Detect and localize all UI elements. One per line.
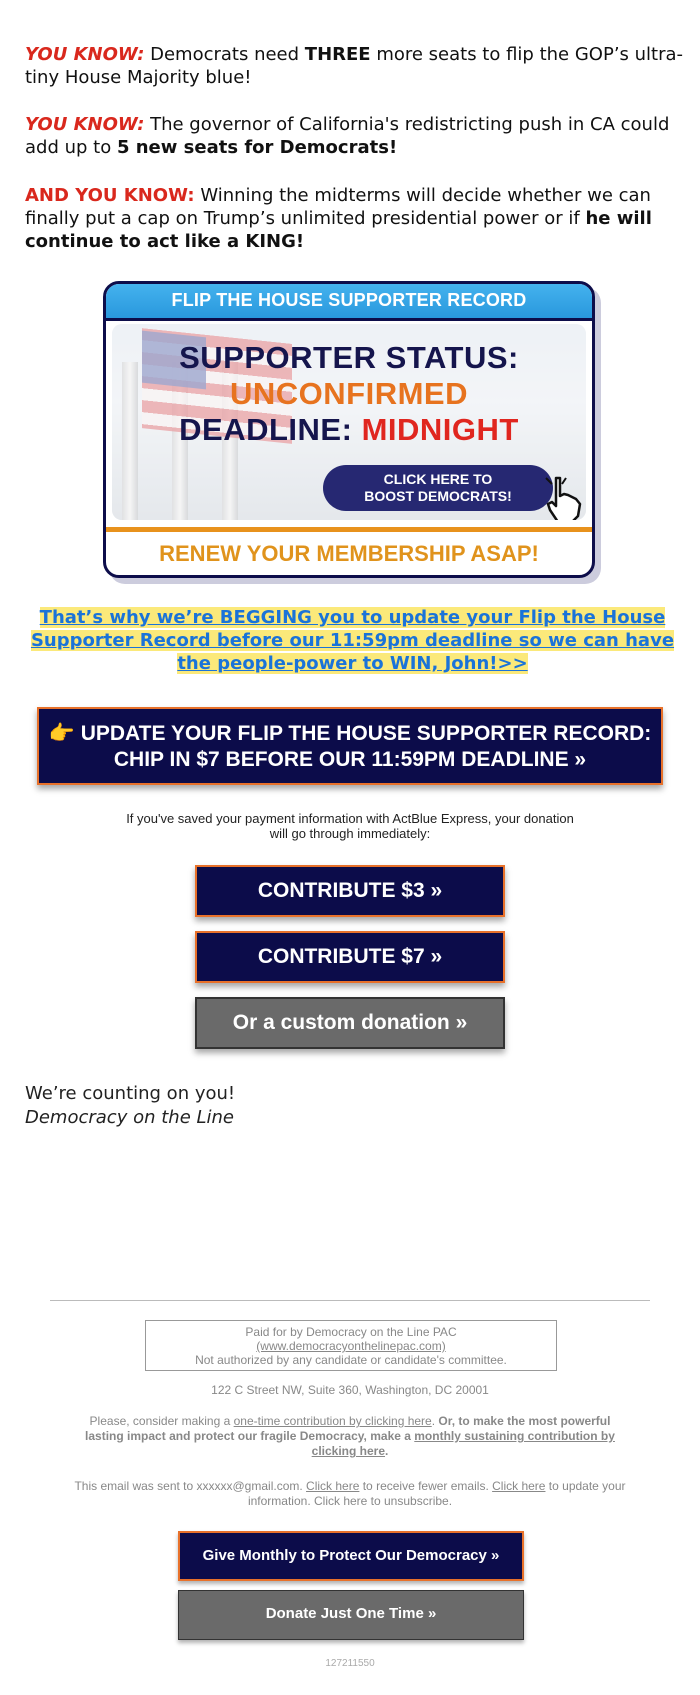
intro-bold: THREE: [304, 44, 371, 65]
boost-democrats-button[interactable]: [323, 465, 553, 511]
capitol-photo: [112, 324, 586, 520]
banner-header: FLIP THE HOUSE SUPPORTER RECORD: [106, 284, 592, 321]
email-notice: [70, 1479, 630, 1509]
update-record-link[interactable]: That’s why we’re BEGGING you to update your Flip the House Supporter Record before our 11:59pm deadline so we can have the people-power to WIN, John!>>: [30, 607, 675, 674]
pointing-hand-icon: 👉: [48, 722, 75, 745]
custom-donation-button[interactable]: Or a custom donation »: [195, 997, 505, 1049]
cta-line: UPDATE YOUR FLIP THE HOUSE SUPPORTER RECORD:: [80, 722, 652, 745]
intro-paragraph-3: [25, 184, 685, 253]
banner-divider: [106, 527, 592, 532]
intro-text: more seats to flip the GOP’s ultra-tiny House Majority blue!: [25, 44, 684, 88]
footer-text: to receive fewer emails.: [359, 1479, 493, 1493]
intro-text: The governor of California's redistricting push in CA could add up to: [25, 114, 670, 158]
supporter-status-label: SUPPORTER STATUS:: [179, 340, 519, 375]
actblue-express-note: If you've saved your payment information with ActBlue Express, your donation will go through immediately:: [126, 811, 574, 841]
footer-text: .: [385, 1444, 389, 1458]
cta-line: CHIP IN $7 BEFORE OUR 11:59PM DEADLINE »: [113, 748, 587, 771]
monthly-contribution-link[interactable]: monthly sustaining contribution by clicking here: [311, 1429, 615, 1458]
footer-text: .: [431, 1414, 436, 1428]
intro-lead-1: YOU KNOW:: [25, 44, 145, 65]
intro-text: Democrats need: [144, 44, 305, 65]
contribute-7-button[interactable]: CONTRIBUTE $7 »: [195, 931, 505, 983]
not-authorized-text: Not authorized by any candidate or candidate's committee.: [195, 1353, 507, 1367]
intro-lead-2: YOU KNOW:: [25, 114, 145, 135]
deadline-value: MIDNIGHT: [361, 412, 519, 447]
supporter-status-value: UNCONFIRMED: [230, 376, 468, 411]
footer-text: Please, consider making a: [89, 1414, 234, 1428]
email-code: 127211550: [325, 1658, 375, 1669]
give-monthly-button[interactable]: Give Monthly to Protect Our Democracy »: [178, 1531, 524, 1581]
contribution-request: [70, 1414, 630, 1459]
intro-bold: 5 new seats for Democrats!: [116, 137, 398, 158]
pointing-hand-icon: [542, 474, 586, 520]
intro-text: Winning the midterms will decide whether we can finally put a cap on Trump’s unlimited presidential power or if: [25, 185, 651, 229]
divider: [50, 1300, 650, 1301]
deadline-line: [112, 412, 586, 448]
deadline-label: DEADLINE:: [179, 412, 353, 447]
signoff-signature: Democracy on the Line: [25, 1107, 234, 1128]
update-info-link[interactable]: Click here: [492, 1479, 546, 1493]
signoff-line: We’re counting on you!: [25, 1083, 236, 1104]
banner-footer: RENEW YOUR MEMBERSHIP ASAP!: [159, 541, 539, 566]
donate-one-time-button[interactable]: Donate Just One Time »: [178, 1590, 524, 1640]
begging-paragraph: [25, 606, 680, 675]
update-record-button[interactable]: [37, 707, 663, 785]
cta-line: BOOST DEMOCRATS!: [364, 488, 512, 504]
disclaimer-box: [145, 1320, 557, 1371]
supporter-record-banner[interactable]: [103, 281, 595, 578]
intro-lead-3: AND YOU KNOW:: [25, 185, 195, 206]
contribute-3-button[interactable]: CONTRIBUTE $3 »: [195, 865, 505, 917]
intro-paragraph-2: [25, 113, 685, 159]
pac-website-link[interactable]: (www.democracyonthelinepac.com): [256, 1339, 446, 1353]
cta-line: CLICK HERE TO: [383, 471, 493, 487]
footer-bold-text: Or, to make the most powerful lasting impact and protect our fragile Democracy, make a: [85, 1414, 611, 1443]
footer-text: to update your information. Click here to unsubscribe.: [247, 1479, 626, 1508]
paid-for-text: Paid for by Democracy on the Line PAC: [245, 1325, 457, 1339]
intro-bold: he will continue to act like a KING!: [25, 208, 652, 252]
one-time-contribution-link[interactable]: one-time contribution by clicking here: [233, 1414, 432, 1428]
mailing-address: 122 C Street NW, Suite 360, Washington, DC 20001: [211, 1383, 489, 1397]
fewer-emails-link[interactable]: Click here: [306, 1479, 360, 1493]
intro-paragraph-1: [25, 43, 685, 89]
footer-text: This email was sent to xxxxxx@gmail.com.: [74, 1479, 307, 1493]
